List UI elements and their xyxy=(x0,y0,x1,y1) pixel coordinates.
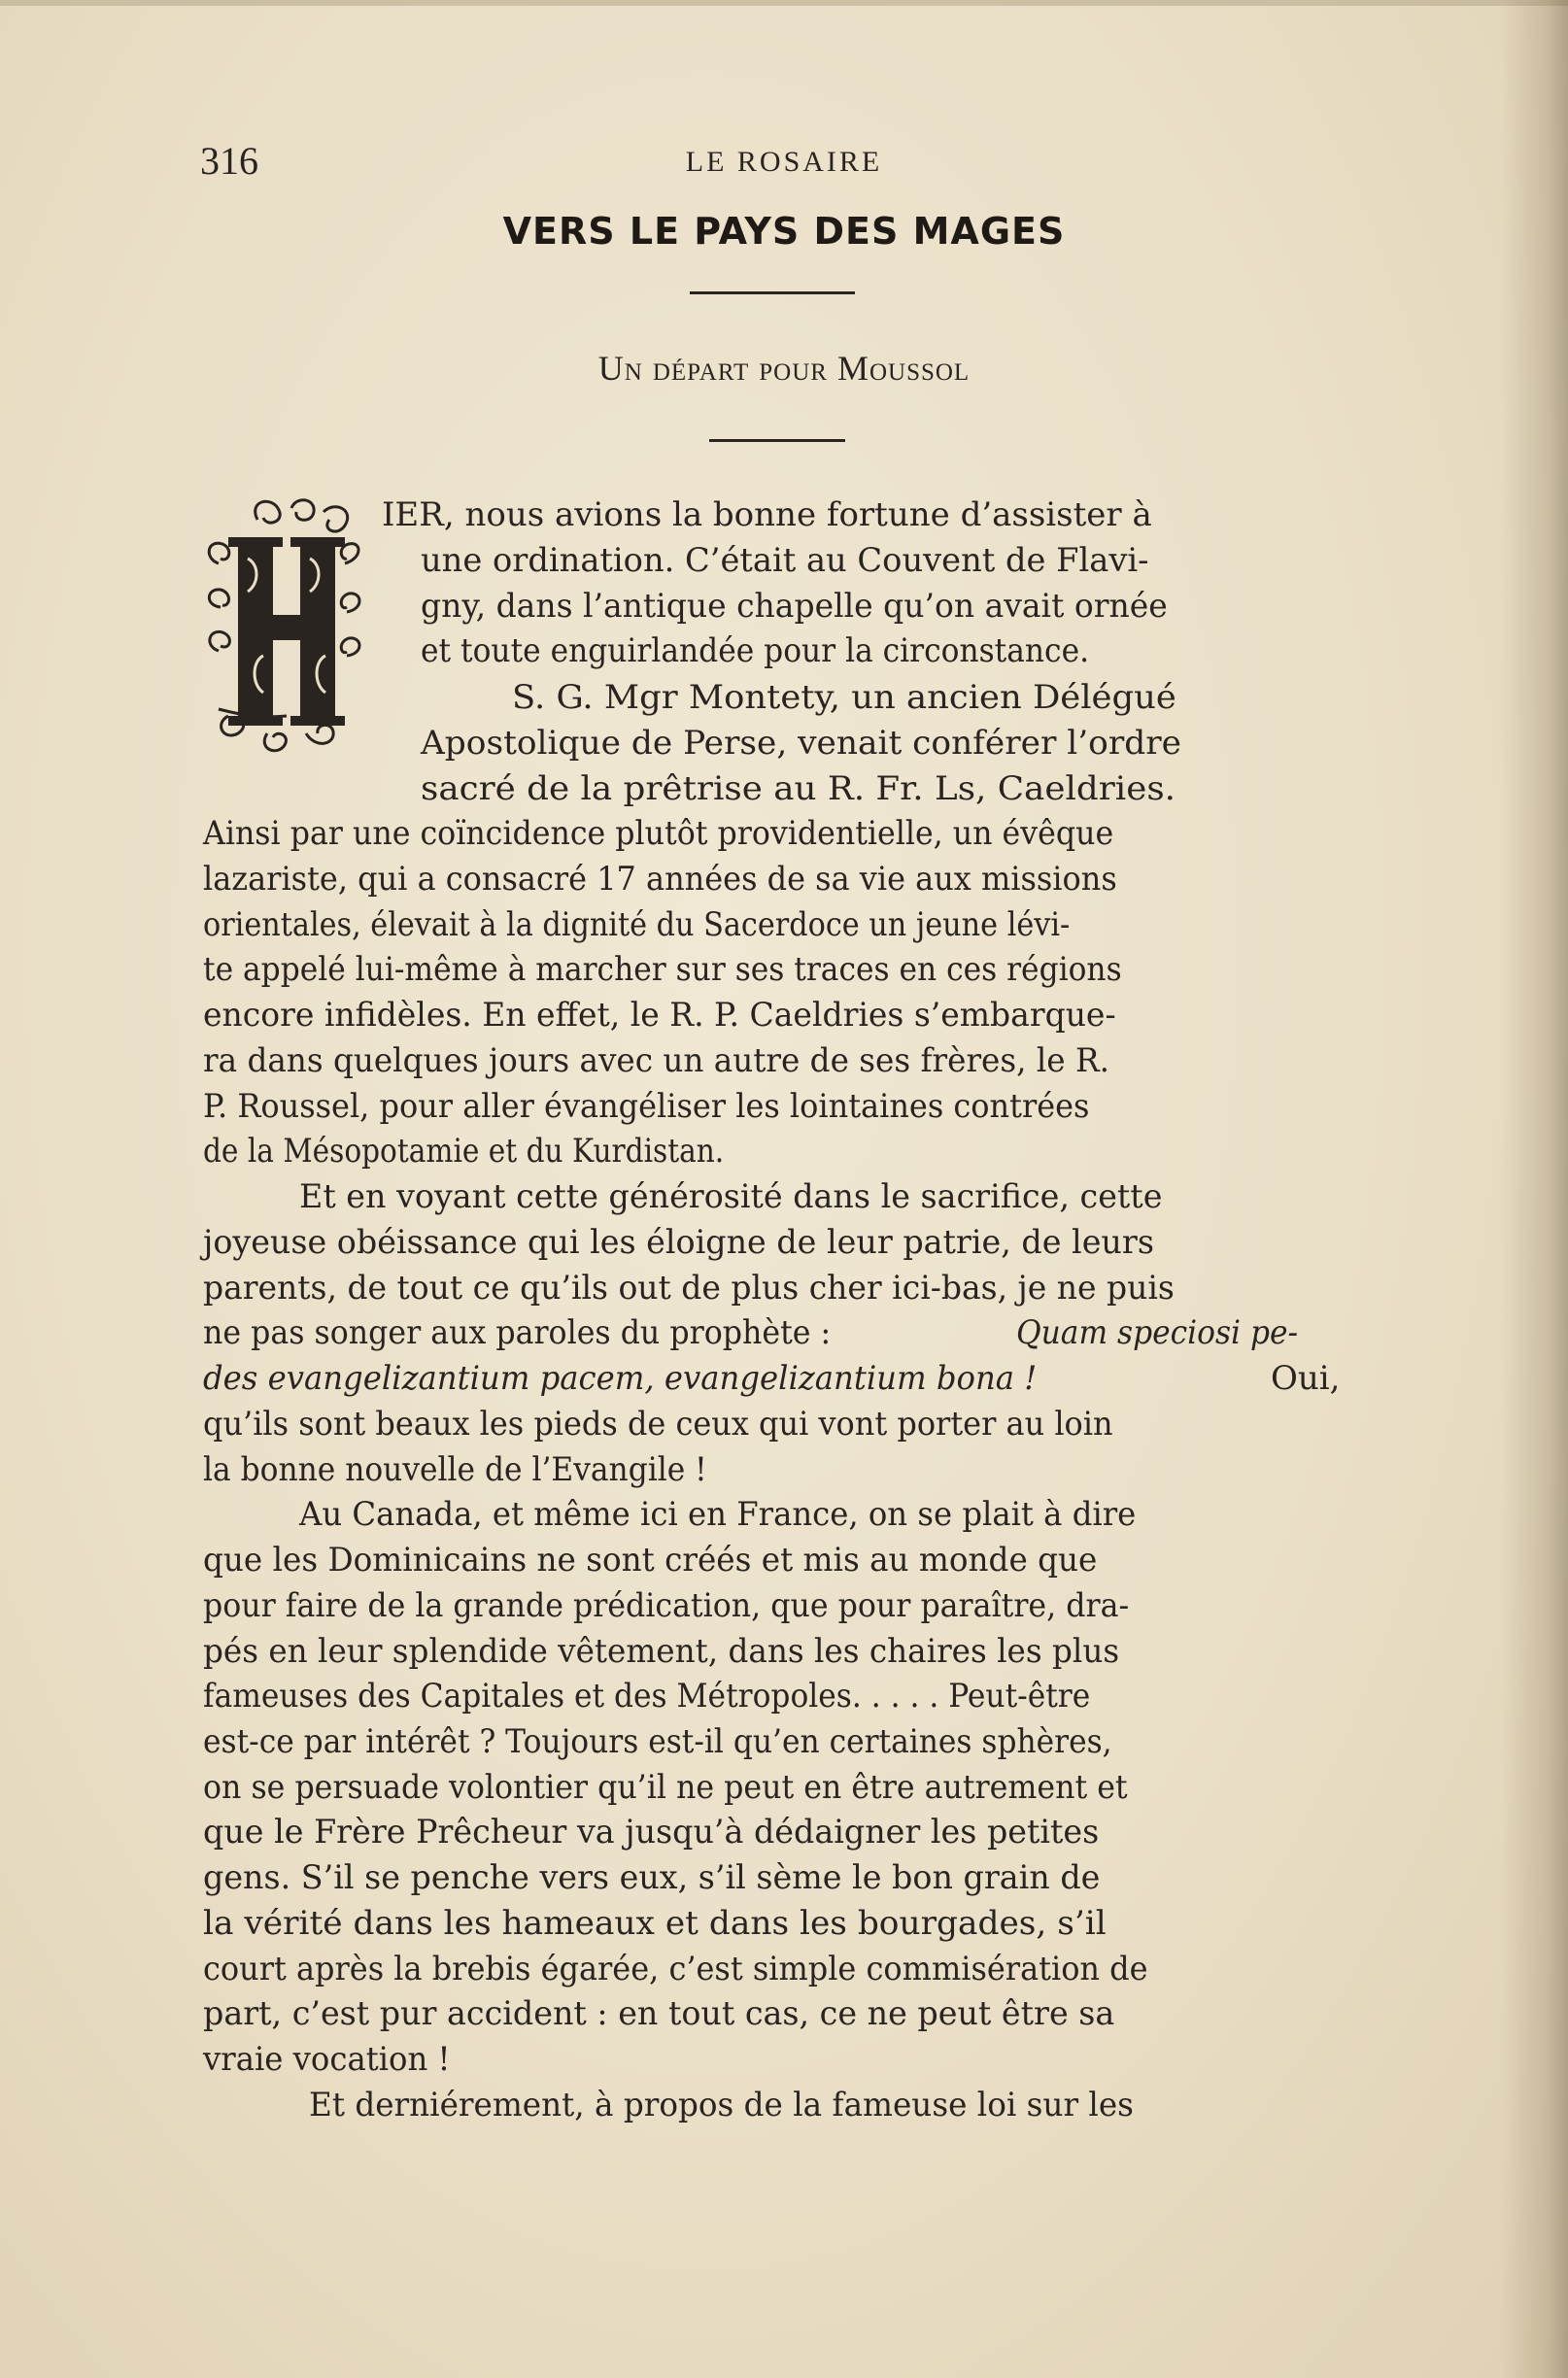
body-line: de la Mésopotamie et du Kurdistan. xyxy=(203,1132,725,1171)
body-line: ne pas songer aux paroles du prophète : xyxy=(203,1313,832,1352)
page-top-edge xyxy=(0,0,1568,6)
body-line: court après la brebis égarée, c’est simple commisération de xyxy=(203,1950,1148,1988)
body-line: gens. S’il se penche vers eux, s’il sème le bon grain de xyxy=(203,1858,1101,1897)
body-line: sacré de la prêtrise au R. Fr. Ls, Caeldries. xyxy=(421,769,1176,808)
body-line: qu’ils sont beaux les pieds de ceux qui vont porter au loin xyxy=(203,1405,1113,1444)
body-line: Apostolique de Perse, venait conférer l’ordre xyxy=(421,724,1182,763)
title-divider xyxy=(690,291,855,294)
body-line: la vérité dans les hameaux et dans les bourgades, s’il xyxy=(203,1904,1107,1943)
body-line: IER, nous avions la bonne fortune d’assister à xyxy=(382,495,1152,534)
body-line: Oui, xyxy=(1271,1359,1341,1398)
body-line: une ordination. C’était au Couvent de Flavi- xyxy=(421,541,1149,580)
body-line: vraie vocation ! xyxy=(203,2040,451,2079)
running-title: LE ROSAIRE xyxy=(685,146,883,178)
body-line: que le Frère Prêcheur va jusqu’à dédaigner les petites xyxy=(203,1813,1100,1851)
latin-quote-text: Quam speciosi pe- xyxy=(1016,1313,1299,1352)
body-line: est-ce par intérêt ? Toujours est-il qu’en certaines sphères, xyxy=(203,1722,1112,1761)
body-line: joyeuse obéissance qui les éloigne de leur patrie, de leurs xyxy=(203,1223,1154,1262)
body-line: Et derniérement, à propos de la fameuse loi sur les xyxy=(309,2086,1134,2124)
body-line: te appelé lui-même à marcher sur ses traces en ces régions xyxy=(203,950,1122,989)
body-line: Et en voyant cette générosité dans le sacrifice, cette xyxy=(299,1177,1163,1216)
body-line: part, c’est pur accident : en tout cas, ce ne peut être sa xyxy=(203,1994,1115,2033)
page-number: 316 xyxy=(200,139,258,183)
body-line: fameuses des Capitales et des Métropoles. . . . . Peut-être xyxy=(203,1677,1091,1716)
latin-quote xyxy=(1016,1309,1298,1356)
body-line: P. Roussel, pour aller évangéliser les lointaines contrées xyxy=(203,1087,1090,1126)
subtitle-divider xyxy=(709,439,845,442)
body-line: S. G. Mgr Montety, un ancien Délégué xyxy=(512,678,1176,717)
body-line: Ainsi par une coïncidence plutôt providentielle, un évêque xyxy=(203,814,1114,853)
article-subtitle: Un départ pour Moussol xyxy=(597,349,971,388)
body-line: lazariste, qui a consacré 17 années de sa vie aux missions xyxy=(203,860,1117,899)
body-line: gny, dans l’antique chapelle qu’on avait ornée xyxy=(421,587,1168,626)
latin-quote xyxy=(203,1355,1037,1402)
article-title: VERS LE PAYS DES MAGES xyxy=(502,210,1066,253)
body-line: ra dans quelques jours avec un autre de ses frères, le R. xyxy=(203,1041,1109,1080)
body-line: la bonne nouvelle de l’Evangile ! xyxy=(203,1450,707,1489)
body-line: orientales, élevait à la dignité du Sacerdoce un jeune lévi- xyxy=(203,905,1071,944)
body-line: pour faire de la grande prédication, que pour paraître, dra- xyxy=(203,1586,1130,1625)
body-line: et toute enguirlandée pour la circonstance. xyxy=(421,631,1090,670)
body-line: on se persuade volontier qu’il ne peut en être autrement et xyxy=(203,1768,1128,1807)
body-line: Au Canada, et même ici en France, on se plait à dire xyxy=(299,1495,1137,1534)
body-line: pés en leur splendide vêtement, dans les chaires les plus xyxy=(203,1632,1120,1671)
body-line: parents, de tout ce qu’ils out de plus cher ici-bas, je ne puis xyxy=(203,1269,1175,1308)
body-line: encore infidèles. En effet, le R. P. Caeldries s’embarque- xyxy=(203,996,1116,1035)
ornamental-dropcap xyxy=(199,491,374,763)
body-line: que les Dominicains ne sont créés et mis au monde que xyxy=(203,1541,1098,1580)
latin-quote-text: des evangelizantium pacem, evangelizantium bona ! xyxy=(203,1359,1038,1398)
